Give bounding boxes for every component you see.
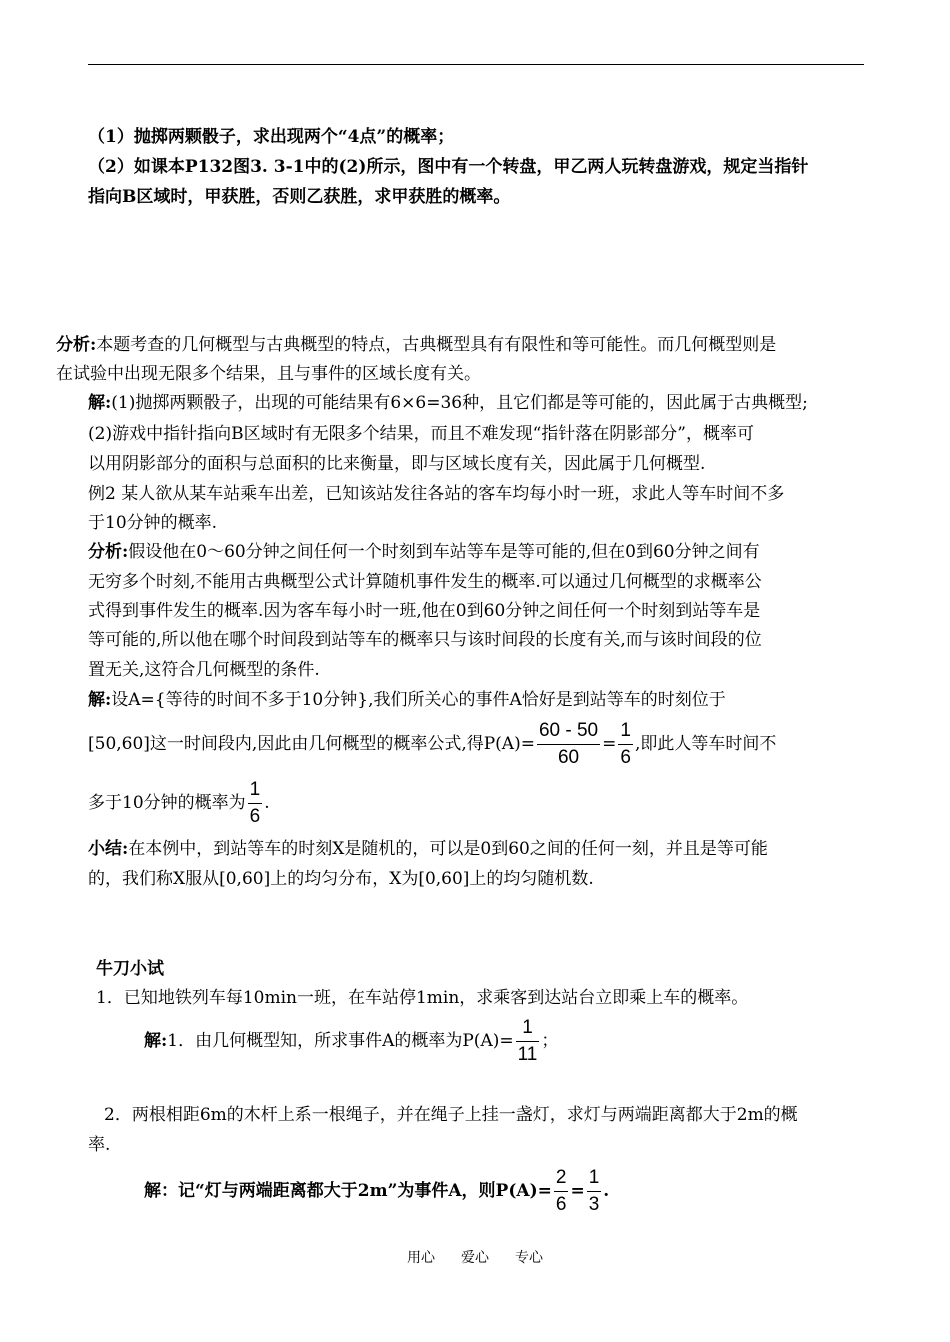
fraction-60-50-over-60: $\frac{60 - 50}{60}$ bbox=[538, 720, 599, 768]
solution2-label: 解: bbox=[88, 690, 112, 710]
practice-item2-line1: 2．两根相距6m的木杆上系一根绳子，并在绳子上挂一盏灯，求灯与两端距离都大于2m的概 bbox=[104, 1105, 798, 1125]
problem-q2-line1: （2）如课本P132图3. 3-1中的(2)所示，图中有一个转盘，甲乙两人玩转盘游戏，规定当指针 bbox=[88, 157, 809, 177]
fraction-1-over-6-result: $\frac{1}{6}$ bbox=[249, 779, 261, 827]
fraction-1-over-6: $\frac{1}{6}$ bbox=[620, 720, 631, 768]
footer-text-1: 用心 bbox=[407, 1250, 435, 1266]
solution1-line2: (2)游戏中指针指向B区域时有无限多个结果，而且不难发现“指针落在阴影部分”，概率可 bbox=[88, 424, 754, 444]
analysis1-line2: 在试验中出现无限多个结果，且与事件的区域长度有关。 bbox=[56, 364, 481, 384]
solution2-line1: 解:设A={等待的时间不多于10分钟},我们所关心的事件A恰好是到站等车的时刻位于 bbox=[88, 690, 726, 710]
page-footer bbox=[0, 1247, 950, 1267]
solution1-line1: 解:(1)抛掷两颗骰子，出现的可能结果有6×6=36种，且它们都是等可能的，因此属于古典概型; bbox=[88, 393, 808, 413]
practice-heading: 牛刀小试 bbox=[96, 959, 164, 979]
practice-item2-line2: 率. bbox=[88, 1135, 111, 1155]
footer-text-3: 专心 bbox=[515, 1250, 543, 1266]
example2-line1: 例2 某人欲从某车站乘车出差，已知该站发往各站的客车均每小时一班，求此人等车时间不多 bbox=[88, 484, 785, 504]
practice-solution2: 解：记“灯与两端距离都大于2m”为事件A，则P(A)= $\frac{2}{6}$ = $\frac{1}{3}$ . bbox=[144, 1164, 609, 1218]
footer-text-2: 爱心 bbox=[461, 1250, 489, 1266]
analysis2-line3: 式得到事件发生的概率.因为客车每小时一班,他在0到60分钟之间任何一个时刻到站等车是 bbox=[88, 601, 761, 621]
practice-item1: 1．已知地铁列车每10min一班，在车站停1min，求乘客到达站台立即乘上车的概率。 bbox=[96, 988, 749, 1008]
analysis2-line2: 无穷多个时刻,不能用古典概型公式计算随机事件发生的概率.可以通过几何概型的求概率公 bbox=[88, 572, 762, 592]
solution1-label: 解: bbox=[88, 393, 112, 413]
fraction-2-over-6: $\frac{2}{6}$ bbox=[555, 1167, 567, 1215]
fraction-1-over-11: $\frac{1}{11}$ bbox=[517, 1017, 538, 1065]
solution2-line3: 多于10分钟的概率为 $\frac{1}{6}$ . bbox=[88, 776, 270, 830]
fraction-1-over-3: $\frac{1}{3}$ bbox=[588, 1167, 600, 1215]
header-rule bbox=[88, 64, 864, 65]
problem-q2-line2: 指向B区域时，甲获胜，否则乙获胜，求甲获胜的概率。 bbox=[88, 187, 511, 207]
example2-line2: 于10分钟的概率. bbox=[88, 513, 218, 533]
summary-line1: 小结:在本例中，到站等车的时刻X是随机的，可以是0到60之间的任何一刻，并且是等可能 bbox=[88, 839, 768, 859]
analysis2-line1: 分析:假设他在0～60分钟之间任何一个时刻到车站等车是等可能的,但在0到60分钟之间有 bbox=[88, 542, 760, 562]
analysis1-label: 分析: bbox=[56, 335, 97, 355]
solution2-line2: [50,60]这一时间段内,因此由几何概型的概率公式,得P(A)= $\frac{60 - 50}{60}$ = $\frac{1}{6}$ ,即此人等车时间不 bbox=[88, 717, 776, 771]
analysis2-line5: 置无关,这符合几何概型的条件. bbox=[88, 660, 320, 680]
analysis2-label: 分析: bbox=[88, 542, 129, 562]
problem-q1: （1）抛掷两颗骰子，求出现两个“4点”的概率； bbox=[88, 127, 455, 147]
practice-solution1-label: 解: bbox=[144, 1031, 168, 1051]
solution1-line3: 以用阴影部分的面积与总面积的比来衡量，即与区域长度有关，因此属于几何概型. bbox=[88, 454, 706, 474]
analysis2-line4: 等可能的,所以他在哪个时间段到站等车的概率只与该时间段的长度有关,而与该时间段的位 bbox=[88, 630, 762, 650]
practice-solution1: 解:1．由几何概型知，所求事件A的概率为P(A)= $\frac{1}{11}$ ； bbox=[144, 1014, 558, 1068]
summary-line2: 的，我们称X服从[0,60]上的均匀分布，X为[0,60]上的均匀随机数. bbox=[88, 869, 594, 889]
analysis1-line1: 分析:本题考查的几何概型与古典概型的特点，古典概型具有有限性和等可能性。而几何概型则是 bbox=[56, 335, 777, 355]
summary-label: 小结: bbox=[88, 839, 129, 859]
